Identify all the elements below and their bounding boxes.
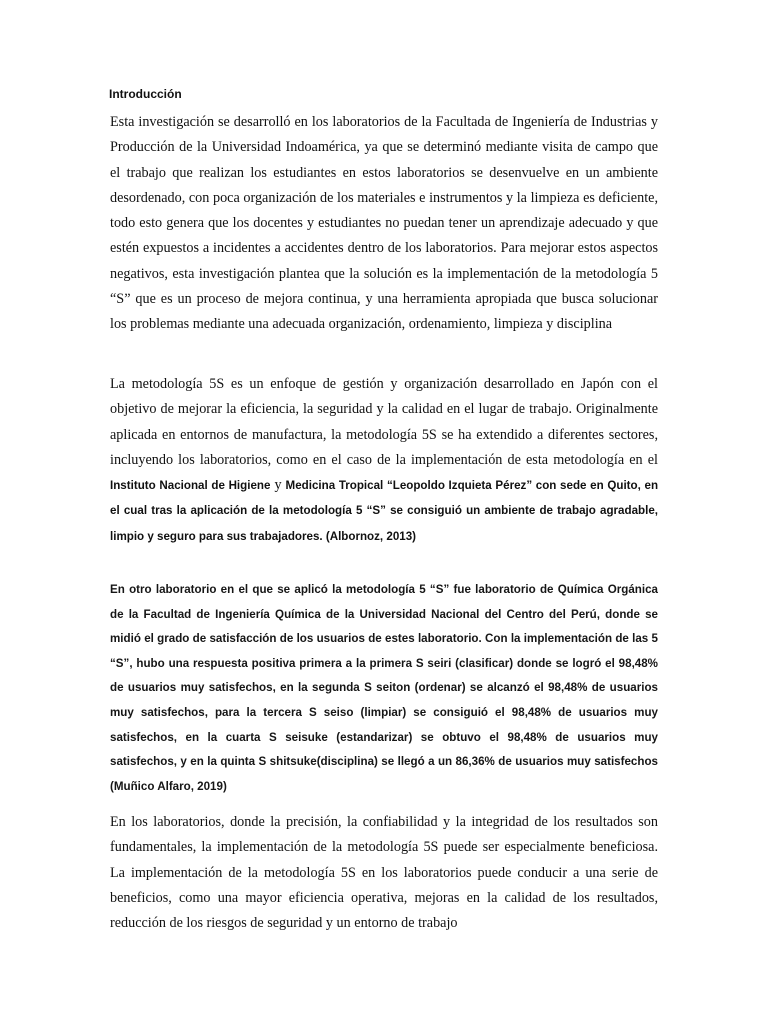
institute-name-part2: Medicina Tropical “Leopoldo Izquieta Pérez” con sede en Quito, en el cual tras la aplicación de la metodología 5 “S” se consiguió un ambiente de trabajo agradable, limpio y seguro para sus trabajadores. (Albornoz, 2013) bbox=[110, 479, 659, 543]
paragraph-lab-benefits: En los laboratorios, donde la precisión, la confiabilidad y la integridad de los resultados son fundamentales, la implementación de la metodología 5S puede ser especialmente beneficiosa. La implementación de la metodología 5S en los laboratorios puede conducir a una serie de beneficios, como una mayor eficiencia operativa, mejoras en la calidad de los resultados, reducción de los riesgos de seguridad y un entorno de trabajo bbox=[110, 814, 658, 932]
paragraph-intro: Esta investigación se desarrolló en los laboratorios de la Facultada de Ingeniería de Industrias y Producción de la Universidad Indoamérica, ya que se determinó mediante visita de campo que el trabajo que realizan los estudiantes en estos laboratorios se desenvuelve en un ambiente desordenado, con poca organización de los materiales e instrumentos y la limpieza es deficiente, todo esto genera que los docentes y estudiantes no puedan tener un aprendizaje adecuado y que estén expuestos a incidentes a accidentes dentro de los laboratorios. Para mejorar estos aspectos negativos, esta investigación plantea que la solución es la implementación de la metodología 5 “S” que es un proceso de mejora continua, y una herramienta apropiada que busca solucionar los problemas mediante una adecuada organización, ordenamiento, limpieza y disciplina bbox=[110, 114, 658, 333]
section-heading: Introducción bbox=[109, 87, 182, 101]
paragraph-5s-overview bbox=[110, 372, 658, 549]
paragraph-chemistry-lab: En otro laboratorio en el que se aplicó la metodología 5 “S” fue laboratorio de Química Orgánica de la Facultad de Ingeniería Química de la Universidad Nacional del Centro del Perú, donde se midió el grado de satisfacción de los usuarios de estes laboratorio. Con la implementación de las 5 “S”, hubo una respuesta positiva primera a la primera S seiri (clasificar) donde se logró el 98,48% de usuarios muy satisfechos, en la segunda S seiton (ordenar) se alcanzó el 98,48% de usuarios muy satisfechos, para la tercera S seiso (limpiar) se consiguió el 98,48% de usuarios muy satisfechos, en la cuarta S seisuke (estandarizar) se obtuvo el 98,48% de usuarios muy satisfechos, y en la quinta S shitsuke(disciplina) se llegó a un 86,36% de usuarios muy satisfechos (Muñico Alfaro, 2019) bbox=[110, 583, 658, 793]
institute-name-part1: Instituto Nacional de Higiene bbox=[110, 479, 271, 493]
conjunction-text: y bbox=[274, 477, 282, 494]
paragraph-5s-overview-text: La metodología 5S es un enfoque de gestión y organización desarrollado en Japón con el objetivo de mejorar la eficiencia, la seguridad y la calidad en el lugar de trabajo. Originalmente aplicada en entornos de manufactura, la metodología 5S se ha extendido a diferentes sectores, incluyendo los laboratorios, como en el caso de la implementación de esta metodología en el bbox=[110, 376, 658, 468]
